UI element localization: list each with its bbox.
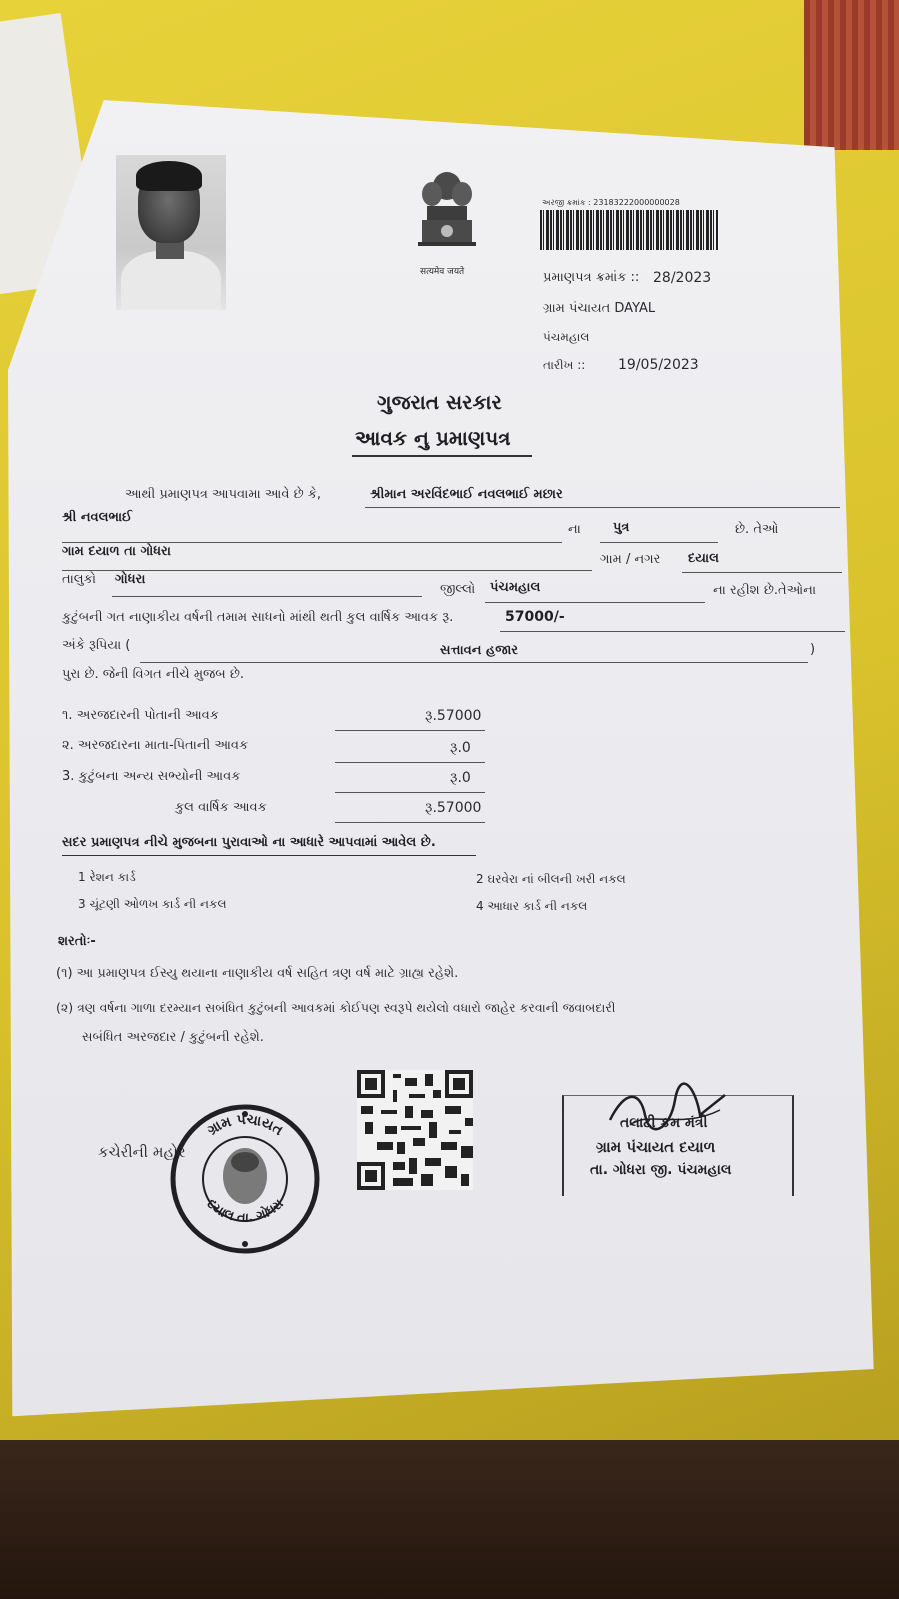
son-word: પુત્ર: [613, 520, 630, 535]
proofs-heading: સદર પ્રમાણપત્ર નીચે મુજબના પુરાવાઓ ના આધારે આપવામાં આવેલ છે.: [62, 835, 436, 850]
sign-panchayat: ગ્રામ પંચાયત દયાળ: [596, 1138, 716, 1156]
condition-1: (૧) આ પ્રમાણપત્ર ઈસ્યુ થયાના નાણાકીય વર્ષ સહિત ત્રણ વર્ષ માટે ગ્રાહ્ય રહેશે.: [56, 966, 459, 981]
date-label: તારીખ ::: [543, 358, 586, 372]
village-full: ગામ દયાળ તા ગોધરા: [62, 544, 171, 559]
details-line: પુરા છે. જેની વિગત નીચે મુજબ છે.: [62, 667, 245, 682]
government-title: ગુજરાત સરકાર: [377, 390, 502, 414]
village-name: દયાલ: [688, 551, 719, 566]
barcode: [540, 210, 718, 250]
taluka-name: ગોધરા: [115, 572, 146, 587]
sign-taluka: તા. ગોધરા જી. પંચમહાલ: [590, 1162, 732, 1178]
proof-item: 4 આધાર કાર્ડ ની નકલ: [476, 899, 588, 913]
seal-text-bottom: દયાલ તા. ગોધરા: [203, 1196, 287, 1226]
words-close: ): [810, 642, 816, 657]
certificate-no: 28/2023: [653, 270, 712, 286]
applicant-photo: [116, 155, 226, 310]
income-row-value: રૂ.57000: [425, 708, 482, 724]
emblem-motto: सत्यमेव जयते: [420, 267, 465, 277]
income-row-label: ૧. અરજદારની પોતાની આવક: [62, 708, 219, 723]
header-district: પંચમહાલ: [543, 330, 590, 344]
national-emblem-icon: [412, 168, 482, 263]
office-seal-label: કચેરીની મહોર: [98, 1143, 186, 1161]
handwritten-signature: [600, 1080, 740, 1140]
income-row-label: ૨. અરજદારના માતા-પિતાની આવક: [62, 738, 249, 753]
he-is-text: છે. તેઓ: [735, 522, 779, 537]
barcode-label: અરજી ક્રમાંક : 23183222000000028: [542, 198, 680, 207]
condition-2-cont: સબંધિત અરજદાર / કુટુંબની રહેશે.: [82, 1030, 264, 1045]
svg-text:ગ્રામ પંચાયત: [205, 1112, 286, 1139]
income-in-words: સત્તાવન હજાર: [440, 643, 518, 658]
sign-title: તલાટી કમ મંત્રી: [620, 1115, 708, 1131]
income-total-label: કુલ વાર્ષિક આવક: [175, 800, 267, 815]
seal-text-top: ગ્રામ પંચાયત: [204, 1111, 286, 1139]
village-label: ગામ / નગર: [600, 552, 661, 567]
resident-text: ના રહીશ છે.તેઓના: [713, 583, 817, 598]
proof-item: 1 રેશન કાર્ડ: [78, 870, 136, 884]
conditions-heading: શરતોઃ-: [58, 934, 96, 949]
son-of-label: ના: [568, 522, 581, 537]
qr-code: [357, 1070, 473, 1190]
words-label: અંકે રૂપિયા (: [62, 638, 131, 653]
certificate-no-label: પ્રમાણપત્ર ક્રમાંક ::: [543, 270, 640, 285]
income-line: કુટુંબની ગત નાણાકીય વર્ષની તમામ સાધનો માંથી થતી કુલ વાર્ષિક આવક રૂ.: [62, 610, 454, 625]
income-row-label: 3. કુટુંબના અન્ય સભ્યોની આવક: [62, 769, 241, 784]
income-row-value: રૂ.0: [450, 770, 471, 786]
table-surface: [0, 1440, 899, 1599]
certificate-title: આવક નુ પ્રમાણપત્ર: [355, 426, 511, 450]
applicant-name: શ્રીમાન અરવિંદભાઈ નવલભાઈ મછાર: [370, 487, 563, 502]
income-row-value: રૂ.0: [450, 740, 471, 756]
intro-text: આથી પ્રમાણપત્ર આપવામા આવે છે કે,: [125, 487, 322, 502]
condition-2: (૨) ત્રણ વર્ષના ગાળા દરમ્યાન સબંધિત કુટુંબની આવકમાં કોઈપણ સ્વરૂપે થયેલો વધારો જાહેર કરવાની જવાબદારી: [56, 1000, 616, 1015]
official-seal-stamp: [170, 1104, 320, 1254]
income-total-value: રૂ.57000: [425, 800, 482, 816]
district-label: જીલ્લો: [440, 582, 476, 597]
proof-item: 2 ઘરવેરા નાં બીલની ખરી નકલ: [476, 872, 626, 886]
panchayat-name: ગ્રામ પંચાયત DAYAL: [543, 301, 656, 316]
issue-date: 19/05/2023: [618, 357, 699, 373]
taluka-label: તાલુકો: [62, 572, 97, 587]
father-name: શ્રી નવલભાઈ: [62, 510, 133, 525]
proof-item: 3 ચૂંટણી ઓળખ કાર્ડ ની નકલ: [78, 897, 227, 911]
background-cloth: [804, 0, 899, 150]
district-name: પંચમહાલ: [490, 580, 541, 595]
income-amount: 57000/-: [505, 609, 565, 625]
